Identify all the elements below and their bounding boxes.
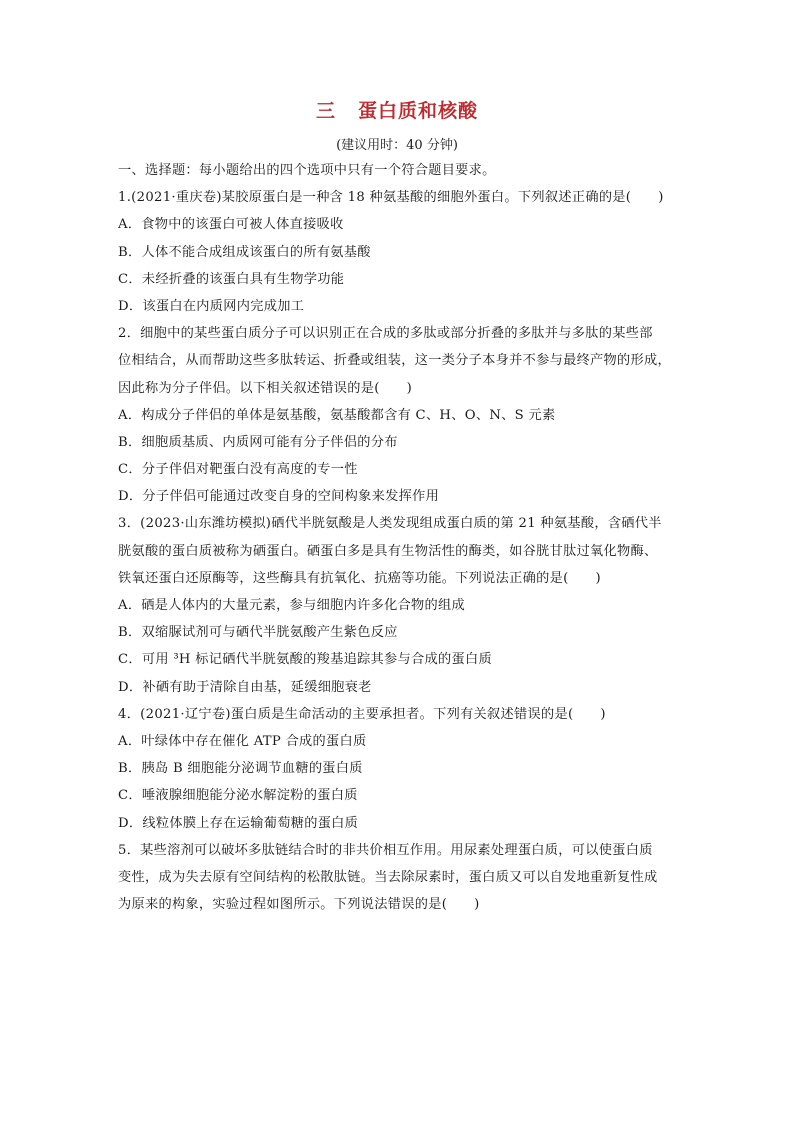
- option-c: C．分子伴侣对靶蛋白没有高度的专一性: [118, 462, 358, 478]
- option-b: B．胰岛 B 细胞能分泌调节血糖的蛋白质: [118, 761, 363, 777]
- option-d: D．补硒有助于清除自由基，延缓细胞衰老: [118, 679, 372, 695]
- question-stem-line: 5．某些溶剂可以破坏多肽链结合时的非共价相互作用。用尿素处理蛋白质，可以使蛋白质: [118, 842, 653, 858]
- option-b: B．双缩脲试剂可与硒代半胱氨酸产生紫色反应: [118, 625, 398, 641]
- question-3: [118, 510, 680, 700]
- option-d: D．线粒体膜上存在运输葡萄糖的蛋白质: [118, 815, 359, 831]
- question-stem-line: 2．细胞中的某些蛋白质分子可以识别正在合成的多肽或部分折叠的多肽并与多肽的某些部: [118, 326, 653, 342]
- option-d: D．该蛋白在内质网内完成加工: [118, 298, 305, 314]
- option-c: C．唾液腺细胞能分泌水解淀粉的蛋白质: [118, 788, 358, 804]
- question-stem-line: 1.(2021·重庆卷)某胶原蛋白是一种含 18 种氨基酸的细胞外蛋白。下列叙述正确的是( ): [118, 190, 664, 206]
- section-heading: 一、选择题：每小题给出的四个选项中只有一个符合题目要求。: [118, 163, 496, 178]
- page-title: [0, 96, 794, 123]
- option-c: C．可用 ³H 标记硒代半胱氨酸的羧基追踪其参与合成的蛋白质: [118, 652, 492, 668]
- option-a: A．食物中的该蛋白可被人体直接吸收: [118, 217, 344, 233]
- option-a: A．硒是人体内的大量元素，参与细胞内许多化合物的组成: [118, 598, 466, 613]
- question-stem-line: 4．(2021·辽宁卷)蛋白质是生命活动的主要承担者。下列有关叙述错误的是( ): [118, 706, 606, 722]
- question-stem-line: 为原来的构象，实验过程如图所示。下列说法错误的是( ): [118, 897, 480, 913]
- option-a: A．构成分子伴侣的单体是氨基酸，氨基酸都含有 C、H、O、N、S 元素: [118, 407, 556, 423]
- question-2: [118, 320, 680, 510]
- question-stem-line: 胱氨酸的蛋白质被称为硒蛋白。硒蛋白多是具有生物活性的酶类，如谷胱甘肽过氧化物酶、: [118, 543, 658, 559]
- question-stem-line: 因此称为分子伴侣。以下相关叙述错误的是( ): [118, 380, 413, 396]
- question-stem-line: 变性，成为失去原有空间结构的松散肽链。当去除尿素时，蛋白质又可以自发地重新复性成: [118, 869, 658, 885]
- question-1: [118, 184, 680, 320]
- chapter-number: 三: [315, 100, 336, 122]
- option-d: D．分子伴侣可能通过改变自身的空间构象来发挥作用: [118, 489, 440, 505]
- option-a: A．叶绿体中存在催化 ATP 合成的蛋白质: [118, 733, 367, 749]
- option-b: B．人体不能合成组成该蛋白的所有氨基酸: [118, 244, 371, 260]
- question-4: [118, 701, 680, 837]
- question-stem-line: 3．(2023·山东潍坊模拟)硒代半胱氨酸是人类发现组成蛋白质的第 21 种氨基酸，含硒代半: [118, 516, 662, 532]
- question-5: [118, 837, 680, 919]
- option-b: B．细胞质基质、内质网可能有分子伴侣的分布: [118, 434, 398, 450]
- question-stem-line: 铁氧还蛋白还原酶等，这些酶具有抗氧化、抗癌等功能。下列说法正确的是( ): [118, 570, 601, 586]
- suggested-time: (建议用时：40 分钟): [336, 138, 458, 153]
- question-list: [118, 157, 680, 918]
- option-c: C．未经折叠的该蛋白具有生物学功能: [118, 271, 345, 287]
- question-stem-line: 位相结合，从而帮助这些多肽转运、折叠或组装，这一类分子本身并不参与最终产物的形成，: [118, 353, 671, 369]
- chapter-title: 蛋白质和核酸: [358, 100, 479, 122]
